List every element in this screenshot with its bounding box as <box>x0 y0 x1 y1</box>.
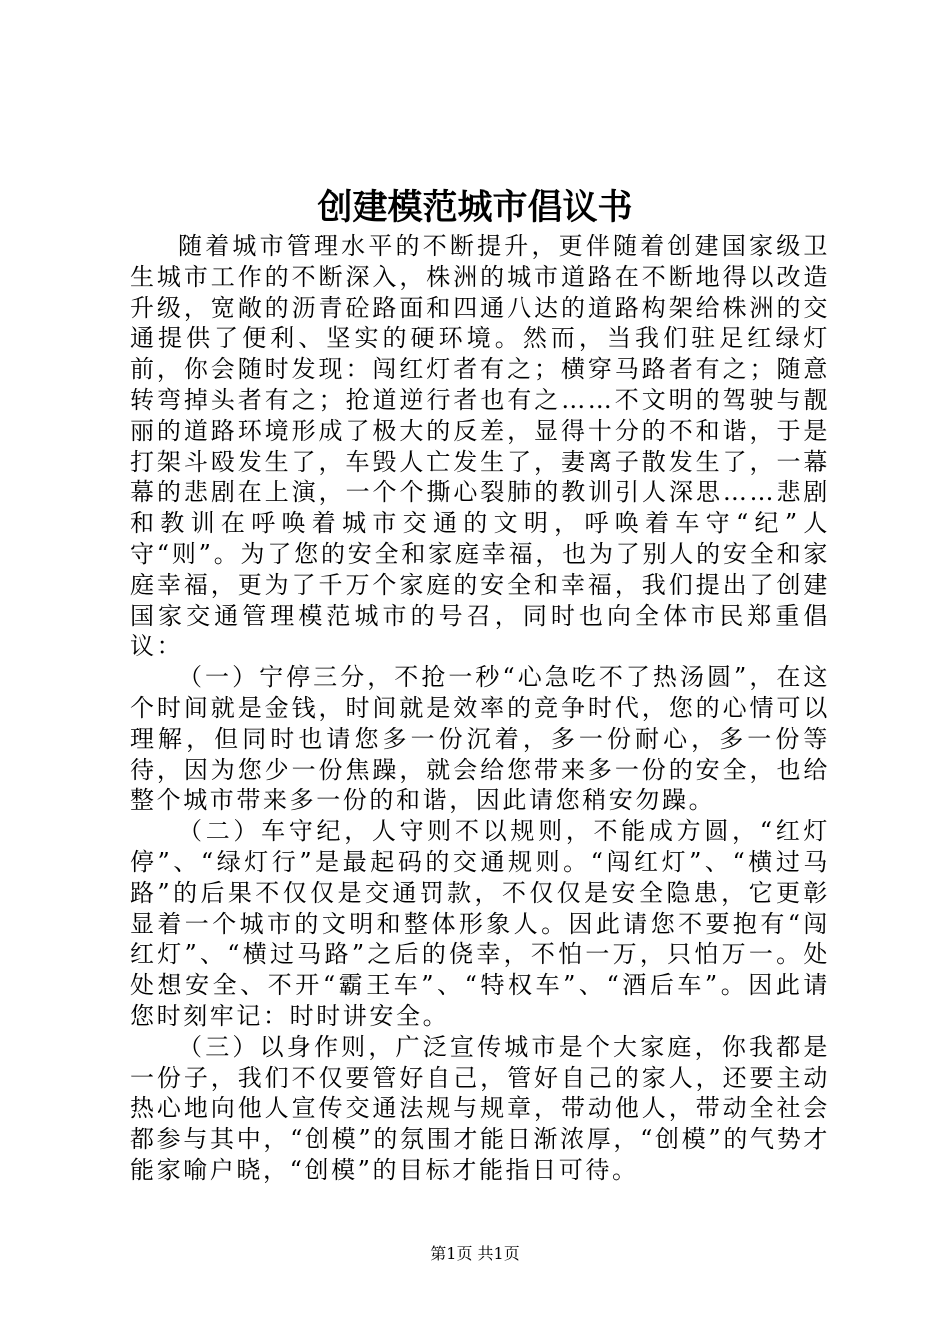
paragraph-item-3: （三）以身作则，广泛宣传城市是个大家庭，你我都是一份子，我们不仅要管好自己，管好自己的家人，还要主动热心地向他人宣传交通法规与规章，带动他人，带动全社会都参与其中，“创模”的氛围才能日渐浓厚，“创模”的气势才能家喻户晓，“创模”的目标才能指日可待。 <box>130 1032 830 1184</box>
document-title: 创建模范城市倡议书 <box>317 187 633 228</box>
paragraph-intro: 随着城市管理水平的不断提升，更伴随着创建国家级卫生城市工作的不断深入，株洲的城市道路在不断地得以改造升级，宽敞的沥青砼路面和四通八达的道路构架给株洲的交通提供了便利、坚实的硬环境。然而，当我们驻足红绿灯前，你会随时发现：闯红灯者有之；横穿马路者有之；随意转弯掉头者有之；抢道逆行者也有之……不文明的驾驶与靓丽的道路环境形成了极大的反差，显得十分的不和谐，于是打架斗殴发生了，车毁人亡发生了，妻离子散发生了，一幕幕的悲剧在上演，一个个撕心裂肺的教训引人深思……悲剧和教训在呼唤着城市交通的文明，呼唤着车守“纪”人守“则”。为了您的安全和家庭幸福，也为了别人的安全和家庭幸福，更为了千万个家庭的安全和幸福，我们提出了创建国家交通管理模范城市的号召，同时也向全体市民郑重倡议： <box>130 232 830 661</box>
page-footer: 第1页 共1页 <box>430 1244 520 1263</box>
paragraph-item-1: （一）宁停三分，不抢一秒“心急吃不了热汤圆”，在这个时间就是金钱，时间就是效率的竞争时代，您的心情可以理解，但同时也请您多一份沉着，多一份耐心，多一份等待，因为您少一份焦躁，就会给您带来多一份的安全，也给整个城市带来多一份的和谐，因此请您稍安勿躁。 <box>130 663 830 815</box>
paragraph-item-2: （二）车守纪，人守则不以规则，不能成方圆，“红灯停”、“绿灯行”是最起码的交通规则。“闯红灯”、“横过马路”的后果不仅仅是交通罚款，不仅仅是安全隐患，它更彰显着一个城市的文明和整体形象人。因此请您不要抱有“闯红灯”、“横过马路”之后的侥幸，不怕一万，只怕万一。处处想安全、不开“霸王车”、“特权车”、“酒后车”。因此请您时刻牢记：时时讲安全。 <box>130 817 830 1030</box>
document-body <box>130 231 830 1186</box>
